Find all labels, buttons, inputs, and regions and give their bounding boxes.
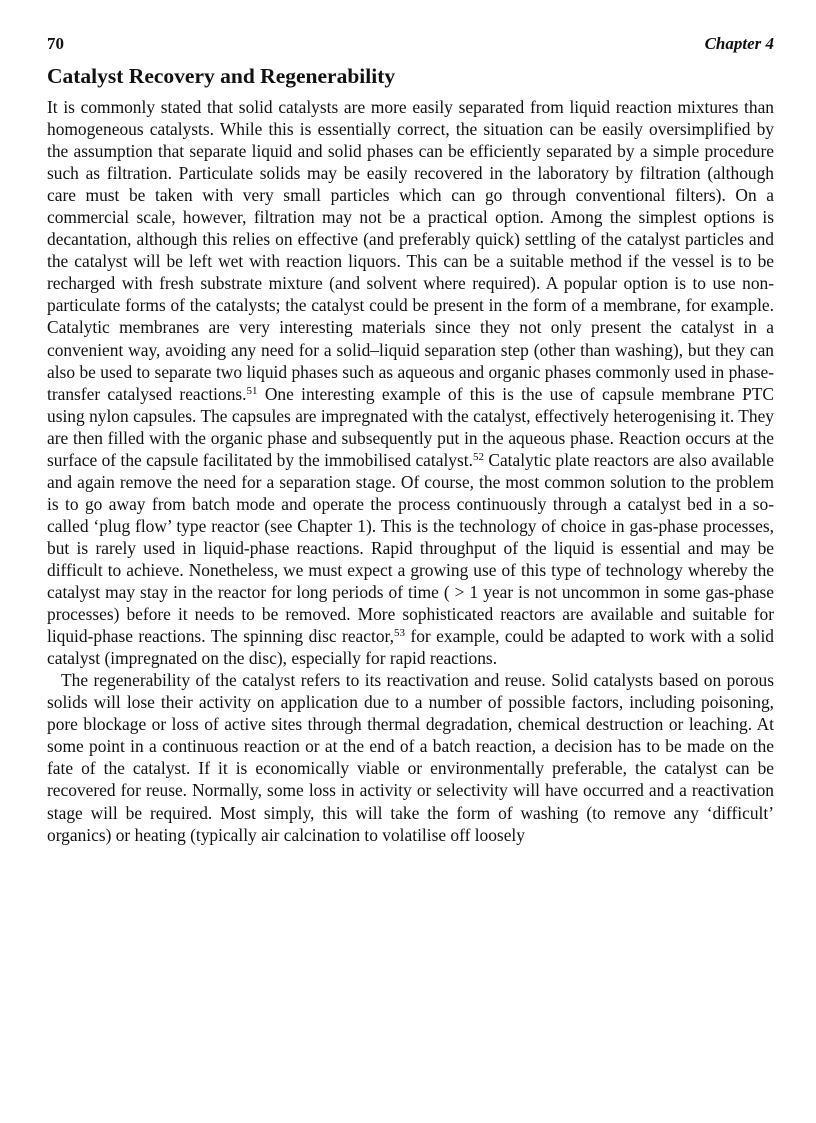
paragraph-catalyst-recovery — [47, 96, 774, 669]
document-page — [47, 34, 774, 846]
running-head — [47, 34, 774, 58]
paragraph-text: It is commonly stated that solid catalysts are more easily separated from liquid reaction mixtures than homogeneous catalysts. While this is essentially correct, the situation can be easily oversimplified by the assumption that separate liquid and solid phases can be efficiently separated by a simple procedure such as filtration. Particulate solids may be easily recovered in the laboratory by filtration (although care must be taken with very small particles which can go through conventional filters). On a commercial scale, however, filtration may not be a practical option. Among the simplest options is decantation, although this relies on effective (and preferably quick) settling of the catalyst particles and the catalyst will be left wet with reaction liquors. This can be a suitable method if the vessel is to be recharged with fresh substrate mixture (and solvent where required). A popular option is to use non-particulate forms of the catalysts; the catalyst could be present in the form of a membrane, for example. Catalytic membranes are very interesting materials since they not only present the catalyst in a convenient way, avoiding any need for a solid–liquid separation step (other than washing), but they can also be used to separate two liquid phases such as aqueous and organic phases commonly used in phase-transfer catalysed reactions. — [47, 97, 774, 404]
paragraph-text: for example, could be adapted to work with a solid catalyst (impregnated on the disc), especially for rapid reactions. — [47, 626, 774, 669]
page-number: 70 — [47, 34, 64, 53]
reference-superscript: 52 — [472, 450, 484, 463]
reference-superscript: 53 — [393, 627, 405, 640]
paragraph-text: The regenerability of the catalyst refers to its reactivation and reuse. Solid catalysts based on porous solids will lose their activity on application due to a number of possible factors, including poisoning, pore blockage or loss of active sites through thermal degradation, chemical destruction or leaching. At some point in a continuous reaction or at the end of a batch reaction, a decision has to be made on the fate of the catalyst. If it is economically viable or environmentally preferable, the catalyst can be recovered for reuse. Normally, some loss in activity or selectivity will have occurred and a reactivation stage will be required. Most simply, this will take the form of washing (to remove any ‘difficult’ organics) or heating (typically air calcination to volatilise off loosely — [47, 670, 774, 845]
chapter-label: Chapter 4 — [704, 34, 774, 53]
paragraph-text: Catalytic plate reactors are also available and again remove the need for a separation stage. Of course, the most common solution to the problem is to go away from batch mode and operate the process continuously through a catalyst bed in a so-called ‘plug flow’ type reactor (see Chapter 1). This is the technology of choice in gas-phase processes, but is rarely used in liquid-phase reactions. Rapid throughput of the liquid is essential and may be difficult to achieve. Nonetheless, we must expect a growing use of this type of technology whereby the catalyst may stay in the reactor for long periods of time ( > 1 year is not uncommon in some gas-phase processes) before it needs to be removed. More sophisticated reactors are available and suitable for liquid-phase reactions. The spinning disc reactor, — [47, 449, 775, 647]
paragraph-text: One interesting example of this is the use of capsule membrane PTC using nylon capsules. The capsules are impregnated with the catalyst, effectively heterogenising it. They are then filled with the organic phase and subsequently put in the aqueous phase. Reaction occurs at the surface of the capsule facilitated by the immobilised catalyst. — [47, 383, 774, 470]
section-title: Catalyst Recovery and Regenerability — [47, 64, 396, 88]
paragraph-regenerability — [47, 669, 774, 845]
reference-superscript: 51 — [246, 384, 258, 397]
